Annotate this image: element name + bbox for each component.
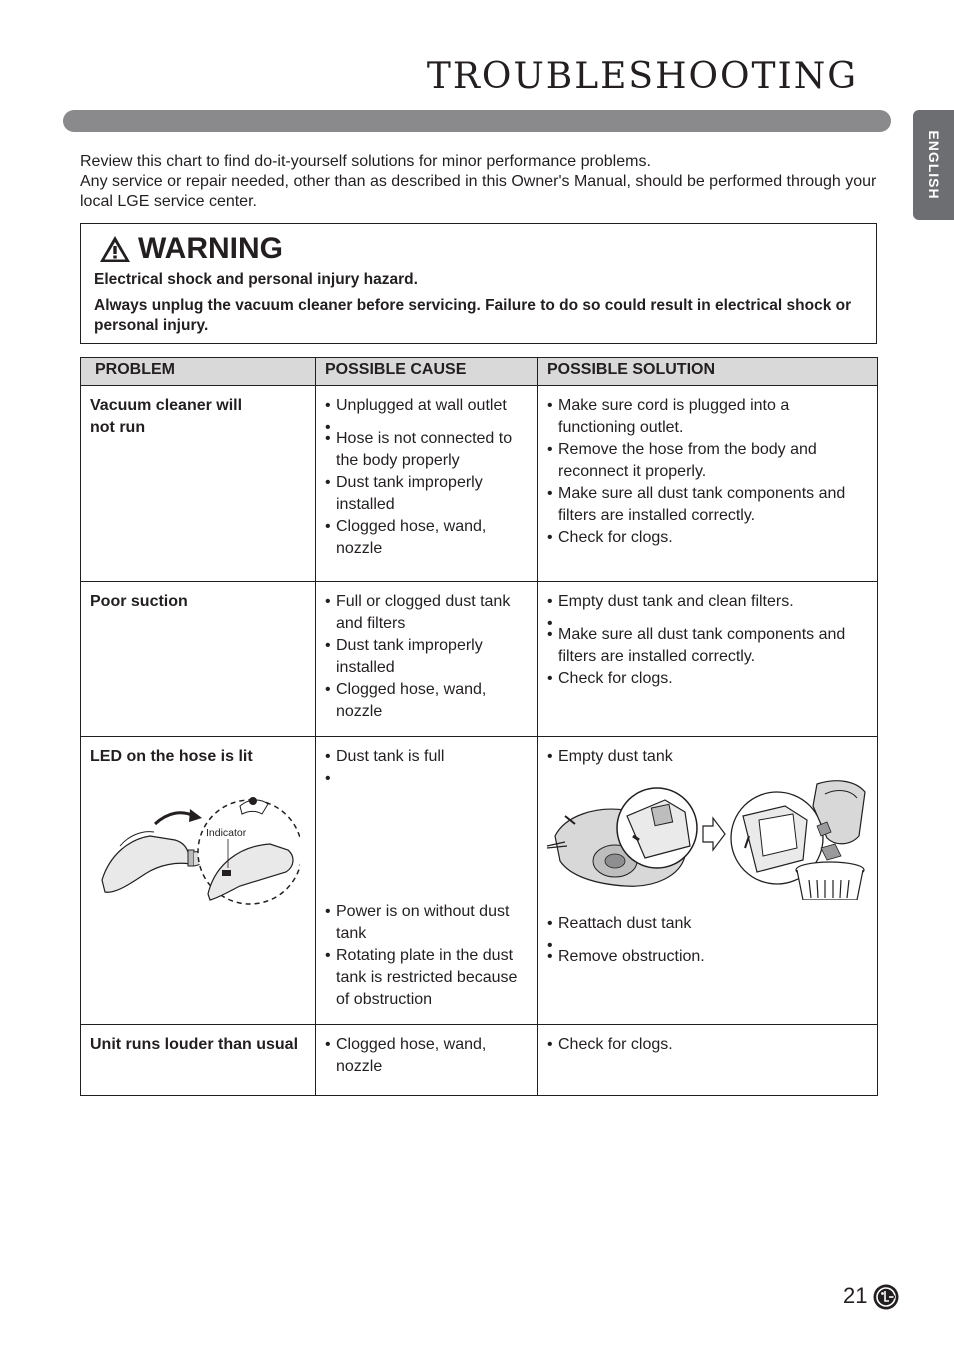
solution-item: • Empty dust tank: [547, 746, 869, 768]
troubleshooting-table: [80, 357, 878, 1096]
solution-item: • Remove obstruction.: [547, 946, 869, 968]
problem-cell: [81, 737, 316, 1025]
table-row: [81, 386, 878, 582]
table-row: [81, 737, 878, 1025]
solution-cell: [538, 1025, 878, 1096]
solution-item: • Make sure cord is plugged into a functioning outlet.: [547, 395, 869, 439]
table-row: [81, 582, 878, 737]
cause-cell: [316, 386, 538, 582]
indicator-label: Indicator: [206, 827, 247, 839]
problem-text: LED on the hose is lit: [90, 748, 253, 765]
language-tab-label: ENGLISH: [925, 130, 942, 200]
intro-line-1: Review this chart to find do-it-yourself solutions for minor performance problems.: [80, 153, 651, 170]
lg-logo-icon: [873, 1284, 899, 1310]
cause-item: • Dust tank is full: [325, 746, 529, 768]
problem-text: Poor suction: [90, 593, 188, 610]
cause-item: • Dust tank improperly installed: [325, 635, 529, 679]
cause-item: • Clogged hose, wand, nozzle: [325, 516, 529, 560]
warning-line-1: Electrical shock and personal injury hazard.: [94, 271, 418, 288]
cause-item: • Dust tank improperly installed: [325, 472, 529, 516]
table-row: [81, 1025, 878, 1096]
solution-item: • Make sure all dust tank components and filters are installed correctly.: [547, 483, 869, 527]
hose-indicator-illustration: [90, 784, 300, 909]
solution-item: • Make sure all dust tank components and filters are installed correctly.: [547, 624, 869, 668]
cause-item: • Rotating plate in the dust tank is restricted because of obstruction: [325, 945, 529, 1011]
page-number: 21: [843, 1283, 868, 1308]
column-header-cause: POSSIBLE CAUSE: [316, 358, 538, 386]
cause-item: • Full or clogged dust tank and filters: [325, 591, 529, 635]
cause-item: • Clogged hose, wand, nozzle: [325, 1034, 529, 1078]
cause-item: • Clogged hose, wand, nozzle: [325, 679, 529, 723]
warning-triangle-icon: [98, 234, 132, 264]
solution-item: • Empty dust tank and clean filters.: [547, 591, 869, 613]
solution-cell: [538, 737, 878, 1025]
solution-item: • Check for clogs.: [547, 668, 869, 690]
warning-label: WARNING: [138, 232, 283, 265]
table-header-row: [81, 358, 878, 386]
cause-cell: [316, 1025, 538, 1096]
problem-text: Unit runs louder than usual: [90, 1036, 299, 1053]
cause-item: • Unplugged at wall outlet: [325, 395, 529, 417]
title-divider-bar: [63, 110, 891, 132]
cause-cell: [316, 582, 538, 737]
solution-cell: [538, 582, 878, 737]
warning-heading: [98, 232, 283, 266]
problem-cell: [81, 386, 316, 582]
language-tab: [913, 110, 954, 220]
solution-item: • Check for clogs.: [547, 1034, 869, 1056]
page-title: TROUBLESHOOTING: [426, 56, 858, 97]
column-header-solution: POSSIBLE SOLUTION: [538, 358, 878, 386]
intro-text: [80, 152, 880, 212]
column-header-problem: PROBLEM: [81, 358, 316, 386]
solution-item: • Reattach dust tank: [547, 913, 869, 935]
problem-cell: [81, 1025, 316, 1096]
solution-cell: [538, 386, 878, 582]
cause-item: • Hose is not connected to the body properly: [325, 428, 529, 472]
problem-text: Vacuum cleaner will not run: [90, 397, 243, 436]
warning-box: [80, 223, 877, 344]
cause-cell: [316, 737, 538, 1025]
intro-line-2: Any service or repair needed, other than as described in this Owner's Manual, should be performed through your local LGE service center.: [80, 173, 877, 210]
cause-item: • Power is on without dust tank: [325, 901, 529, 945]
warning-line-2: Always unplug the vacuum cleaner before servicing. Failure to do so could result in electrical shock or personal injury.: [94, 297, 852, 334]
problem-cell: [81, 582, 316, 737]
solution-item: • Check for clogs.: [547, 527, 869, 549]
solution-item: • Remove the hose from the body and reconnect it properly.: [547, 439, 869, 483]
empty-dust-tank-illustration: [545, 776, 870, 900]
